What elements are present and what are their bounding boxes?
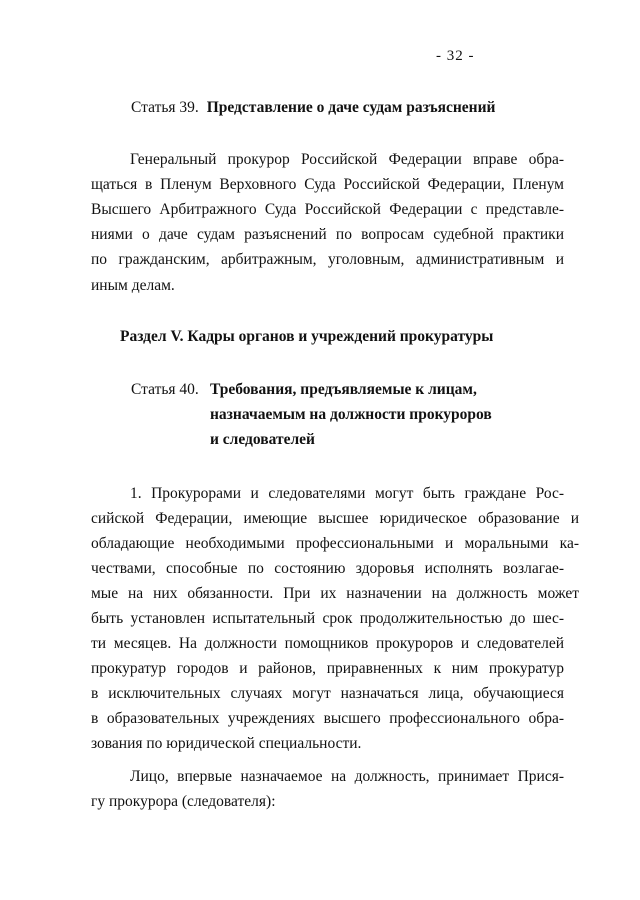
article-39-line: щаться в Пленум Верховного Суда Российской Федерации, Пленум bbox=[91, 176, 564, 193]
article-40-p1-line: 1. Прокурорами и следователями могут быть граждане Рос- bbox=[130, 485, 564, 502]
article-40-label: Статья 40. bbox=[131, 381, 199, 398]
article-39-title: Представление о даче судам разъяснений bbox=[206, 99, 496, 116]
article-39-heading bbox=[131, 98, 495, 118]
article-40-p1-line: чествами, способные по состоянию здоровья исполнять возлагае- bbox=[91, 560, 564, 577]
article-39-label: Статья 39. bbox=[131, 99, 199, 116]
article-40-title-line: назначаемым на должности прокуроров bbox=[210, 406, 492, 423]
article-39-line: Высшего Арбитражного Суда Российской Федерации с представле- bbox=[91, 201, 564, 218]
article-40-p2-line: гу прокурора (следователя): bbox=[91, 793, 276, 810]
article-40-p1-line: в исключительных случаях могут назначаться лица, обучающиеся bbox=[91, 685, 564, 702]
page-number: - 32 - bbox=[436, 48, 475, 64]
article-40-p1-line: мые на них обязанности. При их назначении на должность может bbox=[91, 585, 579, 602]
article-39-line: по гражданским, арбитражным, уголовным, административным и bbox=[91, 251, 564, 268]
article-39-line: иным делам. bbox=[91, 277, 175, 294]
article-40-title-line: Требования, предъявляемые к лицам, bbox=[210, 381, 477, 398]
section-5-heading: Раздел V. Кадры органов и учреждений прокуратуры bbox=[120, 328, 494, 345]
article-40-p2-line: Лицо, впервые назначаемое на должность, принимает Прися- bbox=[130, 768, 564, 785]
article-39-line: Генеральный прокурор Российской Федерации вправе обра- bbox=[130, 151, 564, 168]
article-40-p1-line: сийской Федерации, имеющие высшее юридическое образование и bbox=[91, 510, 579, 527]
article-40-p1-line: зования по юридической специальности. bbox=[91, 735, 362, 752]
article-40-p1-line: обладающие необходимыми профессиональными и моральными ка- bbox=[91, 535, 579, 552]
article-39-line: ниями о даче судам разъяснений по вопросам судебной практики bbox=[91, 226, 564, 243]
article-40-title-line: и следователей bbox=[210, 431, 315, 448]
article-40-p1-line: быть установлен испытательный срок продолжительностью до шес- bbox=[91, 610, 564, 627]
article-40-p1-line: в образовательных учреждениях высшего профессионального обра- bbox=[91, 710, 564, 727]
article-40-p1-line: ти месяцев. На должности помощников прокуроров и следователей bbox=[91, 635, 564, 652]
article-40-p1-line: прокуратур городов и районов, приравненных к ним прокуратур bbox=[91, 660, 564, 677]
